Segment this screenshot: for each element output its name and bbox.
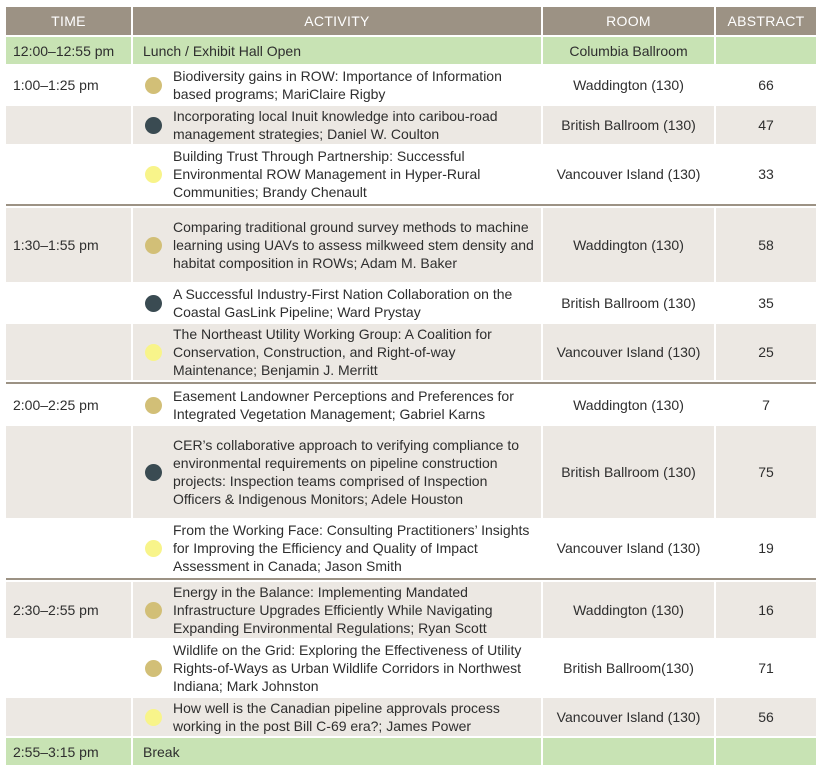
track-dot-icon [145, 117, 162, 134]
lunch-row [6, 37, 816, 64]
track-dot-icon [145, 166, 162, 183]
session-abstract: 71 [716, 640, 816, 696]
session-row [6, 324, 816, 380]
session-abstract: 47 [716, 106, 816, 144]
track-dot-icon [145, 709, 162, 726]
session-row [6, 426, 816, 518]
track-dot-icon [145, 344, 162, 361]
session-room: Vancouver Island (130) [543, 520, 714, 576]
session-row [6, 208, 816, 282]
block-time: 1:00–1:25 pm [6, 66, 131, 104]
session-room: Vancouver Island (130) [543, 698, 714, 736]
session-abstract: 56 [716, 698, 816, 736]
session-title: Wildlife on the Grid: Exploring the Effectiveness of Utility Rights-of-Ways as Urban Wildlife Corridors in Northwest Indiana; Mark Johnston [173, 642, 522, 694]
session-title: Building Trust Through Partnership: Successful Environmental ROW Management in Hyper-Rural Communities; Brandy Chenault [173, 148, 481, 200]
session-title: From the Working Face: Consulting Practitioners’ Insights for Improving the Efficiency and Quality of Impact Assessment in Canada; Jason Smith [173, 522, 530, 574]
break-time: 2:55–3:15 pm [6, 738, 131, 765]
session-row [6, 386, 816, 424]
session-row [6, 106, 816, 144]
session-title: Comparing traditional ground survey methods to machine learning using UAVs to assess milkweed stem density and habitat composition in ROWs; Adam M. Baker [173, 219, 534, 271]
session-row [6, 640, 816, 696]
header-abstract: ABSTRACT [716, 7, 816, 35]
session-abstract: 75 [716, 426, 816, 518]
track-dot-icon [145, 660, 162, 677]
track-dot-icon [145, 295, 162, 312]
track-dot-icon [145, 602, 162, 619]
session-row [6, 146, 816, 202]
session-abstract: 35 [716, 284, 816, 322]
track-dot-icon [145, 237, 162, 254]
session-row [6, 520, 816, 576]
track-dot-icon [145, 77, 162, 94]
session-abstract: 25 [716, 324, 816, 380]
block-divider [6, 204, 816, 206]
block-time: 1:30–1:55 pm [6, 208, 131, 282]
session-room: Waddington (130) [543, 208, 714, 282]
header-activity: ACTIVITY [133, 7, 541, 35]
track-dot-icon [145, 540, 162, 557]
session-abstract: 33 [716, 146, 816, 202]
break-row [6, 738, 816, 765]
session-row [6, 284, 816, 322]
header-time: TIME [6, 7, 131, 35]
session-row [6, 582, 816, 638]
session-title: How well is the Canadian pipeline approvals process working in the post Bill C-69 era?; James Power [173, 700, 500, 734]
session-title: A Successful Industry-First Nation Collaboration on the Coastal GasLink Pipeline; Ward Prystay [173, 286, 513, 320]
session-room: British Ballroom (130) [543, 106, 714, 144]
session-title: The Northeast Utility Working Group: A Coalition for Conservation, Construction, and Right-of-way Maintenance; Benjamin J. Merritt [173, 326, 492, 378]
session-room: British Ballroom (130) [543, 426, 714, 518]
session-abstract: 19 [716, 520, 816, 576]
session-row [6, 66, 816, 104]
block-divider [6, 382, 816, 384]
lunch-room: Columbia Ballroom [543, 37, 714, 64]
lunch-abstract [716, 37, 816, 64]
session-title: Biodiversity gains in ROW: Importance of Information based programs; MariClaire Rigby [173, 68, 502, 102]
session-abstract: 16 [716, 582, 816, 638]
session-row [6, 698, 816, 736]
lunch-time: 12:00–12:55 pm [6, 37, 131, 64]
track-dot-icon [145, 464, 162, 481]
track-dot-icon [145, 397, 162, 414]
break-activity: Break [133, 738, 541, 765]
session-abstract: 7 [716, 386, 816, 424]
session-room: Vancouver Island (130) [543, 324, 714, 380]
session-abstract: 66 [716, 66, 816, 104]
lunch-activity: Lunch / Exhibit Hall Open [133, 37, 541, 64]
block-time: 2:30–2:55 pm [6, 582, 131, 638]
session-room: Waddington (130) [543, 582, 714, 638]
session-title: Easement Landowner Perceptions and Preferences for Integrated Vegetation Management; Gabriel Karns [173, 388, 514, 422]
session-room: British Ballroom (130) [543, 284, 714, 322]
session-title: CER’s collaborative approach to verifying compliance to environmental requirements on pipeline construction projects: Inspection teams comprised of Inspection Officers & Indigenous Monitors; Adele Houston [173, 437, 520, 507]
block-time: 2:00–2:25 pm [6, 386, 131, 424]
session-room: Vancouver Island (130) [543, 146, 714, 202]
block-divider [6, 578, 816, 580]
schedule-table [6, 7, 816, 767]
session-title: Energy in the Balance: Implementing Mandated Infrastructure Upgrades Efficiently While Navigating Expanding Environmental Regulations; Ryan Scott [173, 584, 493, 636]
session-room: British Ballroom(130) [543, 640, 714, 696]
session-title: Incorporating local Inuit knowledge into caribou-road management strategies; Daniel W. Coulton [173, 108, 498, 142]
header-room: ROOM [543, 7, 714, 35]
session-abstract: 58 [716, 208, 816, 282]
header-row [6, 7, 816, 35]
session-room: Waddington (130) [543, 66, 714, 104]
session-room: Waddington (130) [543, 386, 714, 424]
